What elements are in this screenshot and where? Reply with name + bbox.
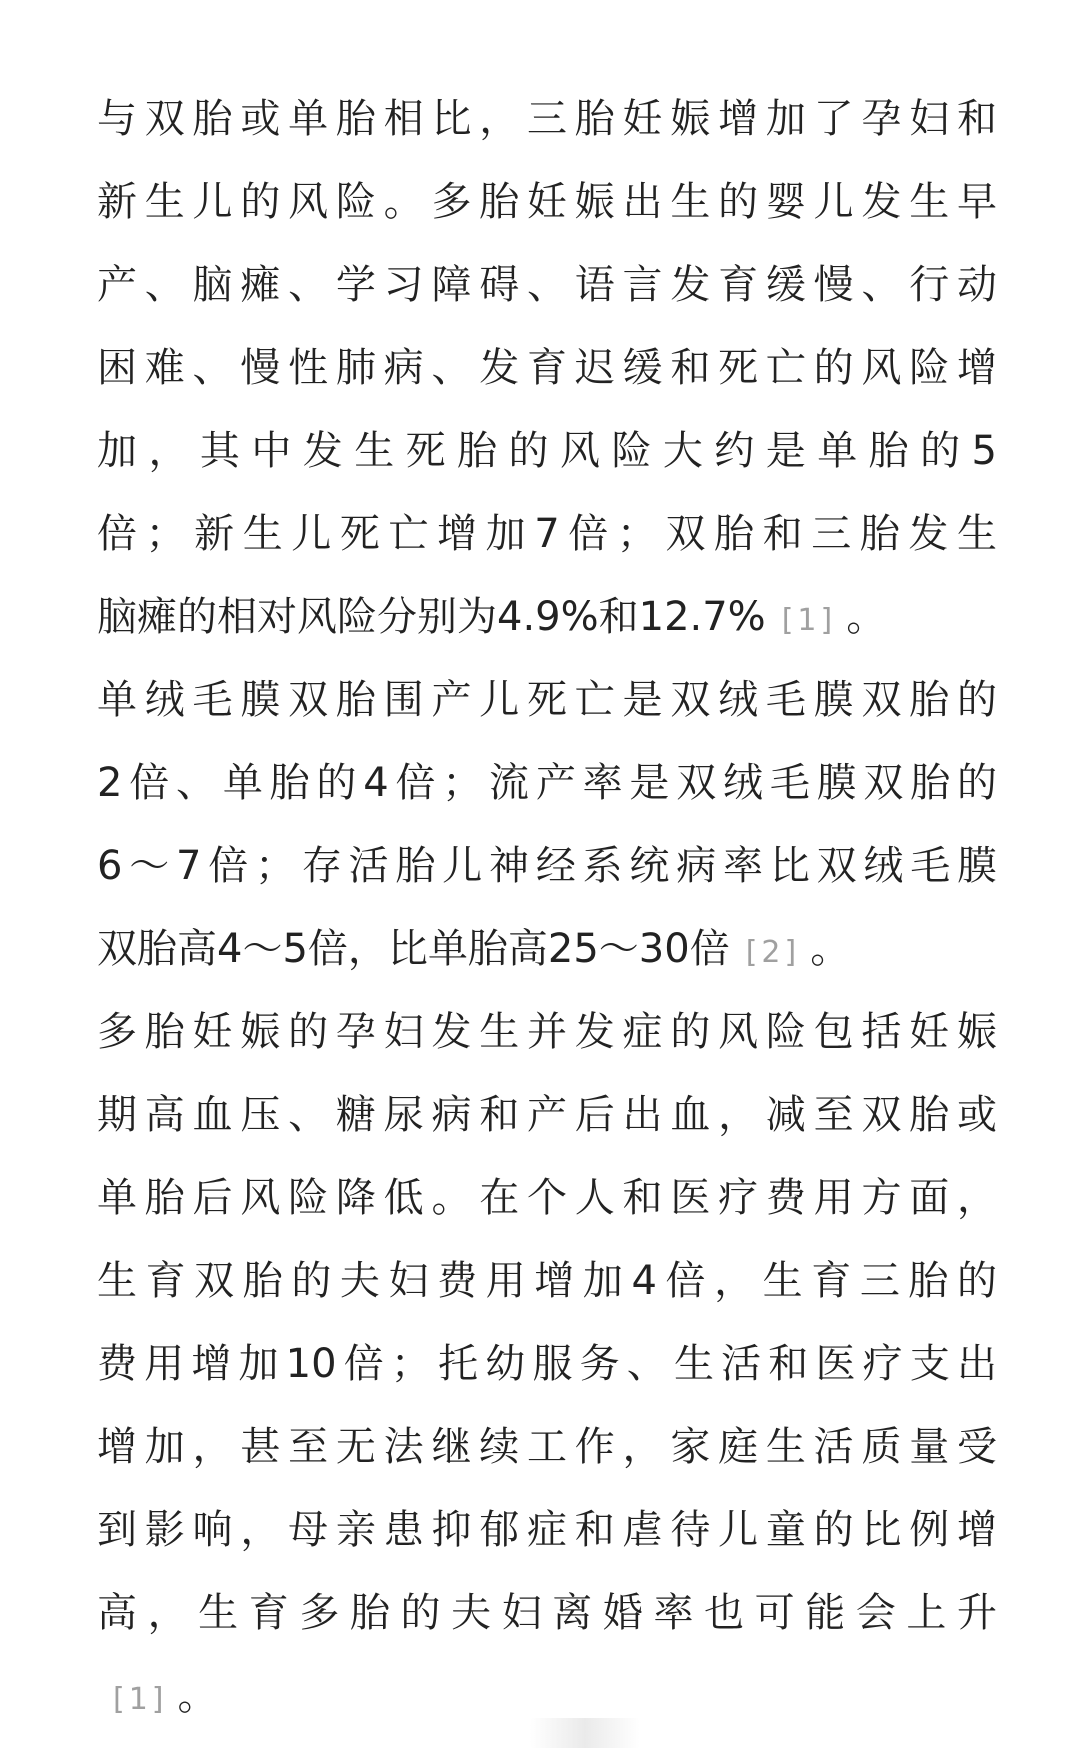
- text-line: 费用增加10倍；托幼服务、生活和医疗支出: [97, 1341, 997, 1387]
- citation-link[interactable]: [1]: [113, 1682, 168, 1717]
- text-line: 2倍、单胎的4倍；流产率是双绒毛膜双胎的: [97, 760, 997, 806]
- text-line: 与双胎或单胎相比，三胎妊娠增加了孕妇和: [97, 96, 997, 142]
- text-line: 增加，甚至无法继续工作，家庭生活质量受: [97, 1424, 997, 1470]
- text-line: 期高血压、糖尿病和产后出血，减至双胎或: [97, 1092, 997, 1138]
- text-line: 6～7倍；存活胎儿神经系统病率比双绒毛膜: [97, 843, 997, 889]
- text-line: 高，生育多胎的夫妇离婚率也可能会上升: [97, 1590, 997, 1636]
- text-line: 加，其中发生死胎的风险大约是单胎的5: [97, 428, 997, 474]
- watermark: [530, 1718, 640, 1748]
- text-line: 产、脑瘫、学习障碍、语言发育缓慢、行动: [97, 262, 997, 308]
- article-body: [97, 78, 997, 1738]
- text-line: 单胎后风险降低。在个人和医疗费用方面，: [97, 1175, 997, 1221]
- text-line: [1] 。: [113, 1673, 218, 1719]
- text-line: 生育双胎的夫妇费用增加4倍，生育三胎的: [97, 1258, 997, 1304]
- text-line: 倍；新生儿死亡增加7倍；双胎和三胎发生: [97, 511, 997, 557]
- text-line: 多胎妊娠的孕妇发生并发症的风险包括妊娠: [97, 1009, 997, 1055]
- text-line: 到影响，母亲患抑郁症和虐待儿童的比例增: [97, 1507, 997, 1553]
- text-line: 单绒毛膜双胎围产儿死亡是双绒毛膜双胎的: [97, 677, 997, 723]
- text-line: 双胎高4～5倍，比单胎高25～30倍 [2] 。: [97, 926, 851, 972]
- text-line: 脑瘫的相对风险分别为4.9%和12.7% [1] 。: [97, 594, 887, 640]
- text-line: 新生儿的风险。多胎妊娠出生的婴儿发生早: [97, 179, 997, 225]
- text-line: 困难、慢性肺病、发育迟缓和死亡的风险增: [97, 345, 997, 391]
- citation-link[interactable]: [1]: [781, 603, 837, 638]
- citation-link[interactable]: [2]: [745, 935, 801, 970]
